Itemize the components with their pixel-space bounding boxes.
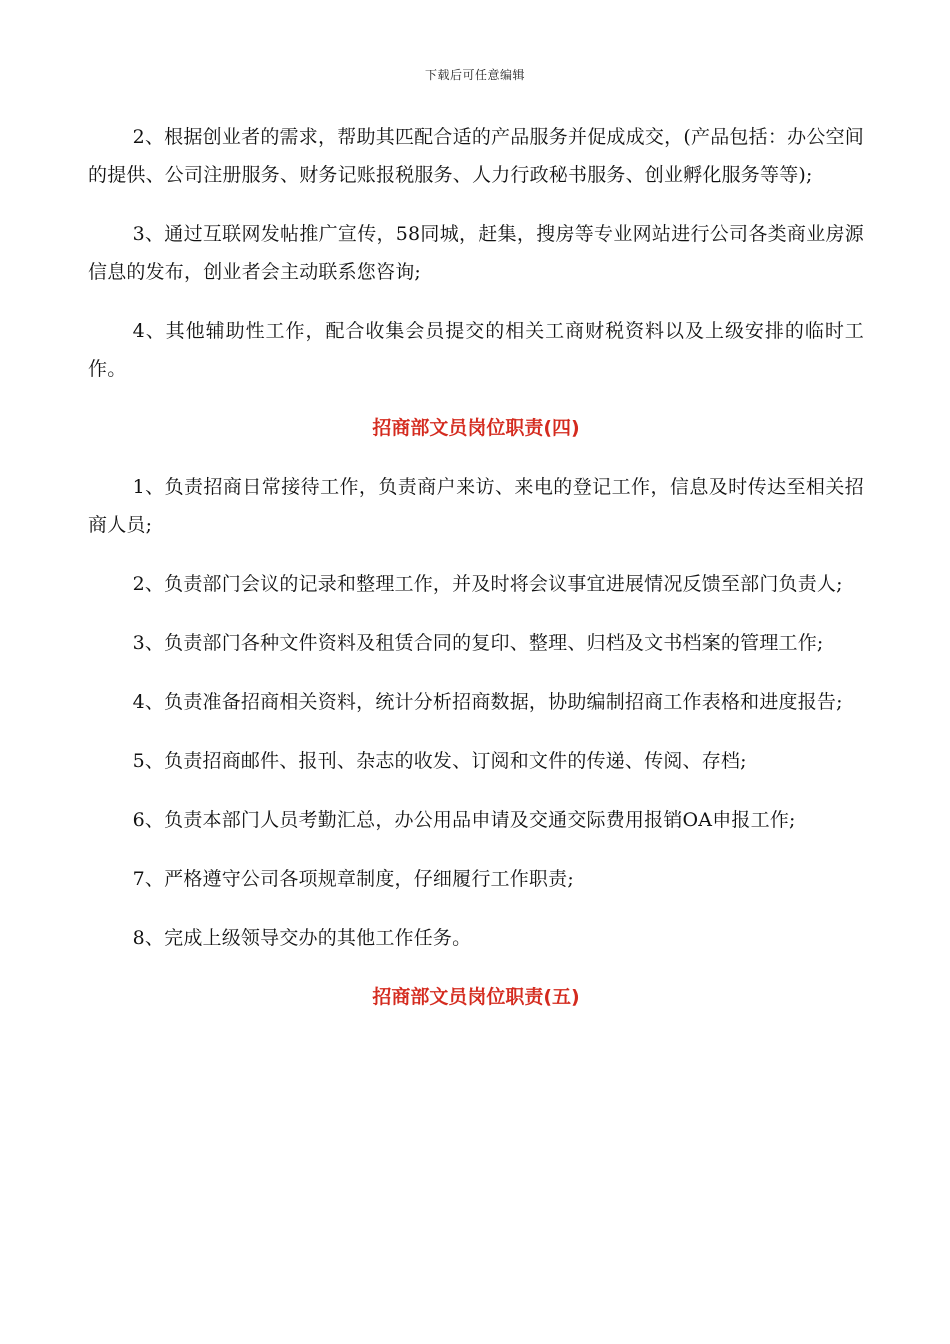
section-heading-5: 招商部文员岗位职责(五) [372,986,580,1008]
paragraph-b-1: 1、负责招商日常接待工作，负责商户来访、来电的登记工作，信息及时传达至相关招商人员; [88,476,864,536]
paragraph-b-5: 5、负责招商邮件、报刊、杂志的收发、订阅和文件的传递、传阅、存档; [132,750,747,772]
paragraph-a-2: 2、根据创业者的需求，帮助其匹配合适的产品服务并促成成交，(产品包括：办公空间的提供、公司注册服务、财务记账报税服务、人力行政秘书服务、创业孵化服务等等); [88,126,864,186]
paragraph-b-3: 3、负责部门各种文件资料及租赁合同的复印、整理、归档及文书档案的管理工作; [132,632,824,654]
header-note: 下载后可任意编辑 [424,68,525,82]
paragraph-a-4: 4、其他辅助性工作，配合收集会员提交的相关工商财税资料以及上级安排的临时工作。 [88,320,864,380]
paragraph-b-2: 2、负责部门会议的记录和整理工作，并及时将会议事宜进展情况反馈至部门负责人; [132,573,843,595]
section-heading-4: 招商部文员岗位职责(四) [372,417,580,439]
document-body [88,118,864,1037]
paragraph-b-6: 6、负责本部门人员考勤汇总，办公用品申请及交通交际费用报销OA申报工作; [132,809,796,831]
paragraph-b-8: 8、完成上级领导交办的其他工作任务。 [132,927,472,949]
paragraph-b-7: 7、严格遵守公司各项规章制度，仔细履行工作职责; [132,868,574,890]
paragraph-a-3: 3、通过互联网发帖推广宣传，58同城，赶集，搜房等专业网站进行公司各类商业房源信息的发布，创业者会主动联系您咨询; [88,223,864,283]
paragraph-b-4: 4、负责准备招商相关资料，统计分析招商数据，协助编制招商工作表格和进度报告; [132,691,843,713]
